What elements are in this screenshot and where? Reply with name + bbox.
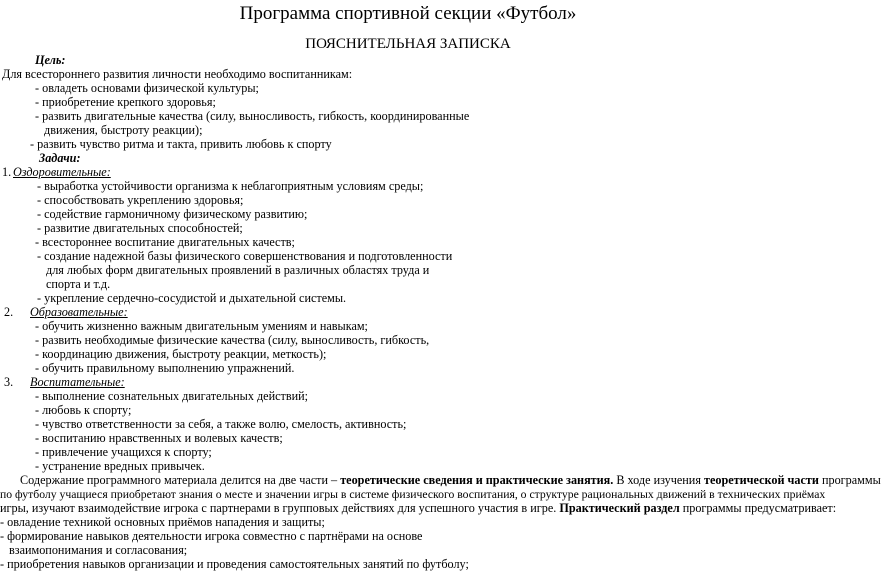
paragraph-text: программы предусматривает: (679, 501, 837, 515)
task-item: - создание надежной базы физического совершенствования и подготовленности (37, 249, 453, 263)
task-item: - укрепление сердечно-сосудистой и дыхательной системы. (37, 291, 347, 305)
task-item: - воспитанию нравственных и волевых качеств; (35, 431, 283, 445)
doc-subtitle: ПОЯСНИТЕЛЬНАЯ ЗАПИСКА (305, 36, 511, 52)
task-item: - обучить жизненно важным двигательным умениям и навыкам; (35, 319, 368, 333)
paragraph-bold-text: теоретической части (703, 473, 819, 487)
task-item: - устранение вредных привычек. (35, 459, 205, 473)
practice-item: взаимопонимания и согласования; (9, 543, 188, 557)
goal-item: - развить двигательные качества (силу, выносливость, гибкость, координированные (35, 109, 470, 123)
content-paragraph-line (0, 502, 836, 515)
goal-item: движения, быстроту реакции); (44, 123, 203, 137)
practice-item: - формирование навыков деятельности игрока совместно с партнёрами на основе (0, 529, 423, 543)
paragraph-text: программы (818, 473, 881, 487)
goal-item: - приобретение крепкого здоровья; (35, 95, 216, 109)
task-item: - привлечение учащихся к спорту; (35, 445, 212, 459)
practice-item: - овладение техникой основных приёмов нападения и защиты; (0, 515, 325, 529)
task-item: - любовь к спорту; (35, 403, 132, 417)
task-group-title: Воспитательные: (30, 375, 125, 389)
content-paragraph-line: по футболу учащиеся приобретают знания о месте и значении игры в системе физического воспитания, о структуре рациональных движений в технических приёмах (0, 488, 826, 501)
task-item: - развить необходимые физические качества (силу, выносливость, гибкость, (35, 333, 430, 347)
task-item: - содействие гармоничному физическому развитию; (37, 207, 308, 221)
task-item: - чувство ответственности за себя, а также волю, смелость, активность; (35, 417, 407, 431)
task-item: - координацию движения, быстроту реакции, меткость); (35, 347, 327, 361)
paragraph-text: В ходе изучения (613, 473, 704, 487)
goal-heading: Цель: (35, 53, 66, 67)
task-item: для любых форм двигательных проявлений в различных областях труда и (46, 263, 430, 277)
task-item: - обучить правильному выполнению упражнений. (35, 361, 295, 375)
task-group-number: 1. (2, 165, 12, 179)
task-item: - выработка устойчивости организма к неблагоприятным условиям среды; (37, 179, 424, 193)
paragraph-bold-text: Практический раздел (559, 501, 680, 515)
task-item: - выполнение сознательных двигательных действий; (35, 389, 309, 403)
task-item: спорта и т.д. (46, 277, 111, 291)
goal-item: - развить чувство ритма и такта, привить любовь к спорту (30, 137, 332, 151)
task-item: - способствовать укреплению здоровья; (37, 193, 244, 207)
task-group-number: 2. (4, 305, 14, 319)
goal-intro: Для всестороннего развития личности необходимо воспитанникам: (2, 67, 353, 81)
goal-item: - овладеть основами физической культуры; (35, 81, 259, 95)
task-group-title: Оздоровительные: (13, 165, 111, 179)
paragraph-text: Содержание программного материала делится на две части – (20, 473, 341, 487)
doc-title: Программа спортивной секции «Футбол» (239, 3, 577, 24)
tasks-heading: Задачи: (39, 151, 81, 165)
task-group-number: 3. (4, 375, 14, 389)
paragraph-bold-text: теоретические сведения и практические занятия. (340, 473, 614, 487)
task-item: - всестороннее воспитание двигательных качеств; (35, 235, 295, 249)
practice-item: - приобретения навыков организации и проведения самостоятельных занятий по футболу; (0, 557, 469, 571)
task-item: - развитие двигательных способностей; (37, 221, 243, 235)
paragraph-text: игры, изучают взаимодействие игрока с партнерами в групповых действиях для успешного участия в игре. (0, 501, 560, 515)
task-group-title: Образовательные: (30, 305, 128, 319)
content-paragraph-line (20, 474, 881, 487)
